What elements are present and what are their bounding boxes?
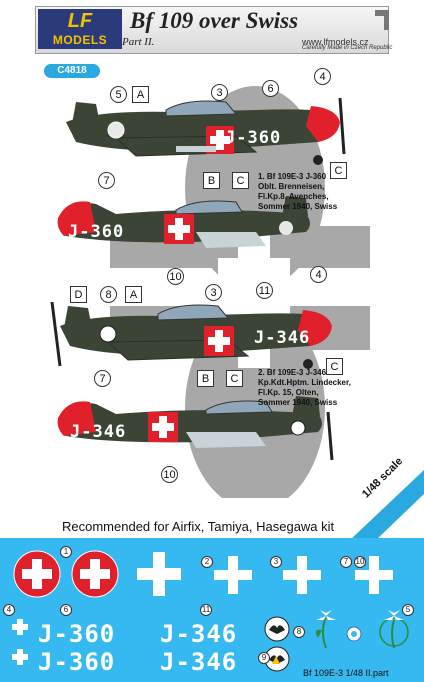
swiss-roundel-2 bbox=[71, 550, 119, 598]
website-label: www.lfmodels.cz bbox=[302, 37, 369, 47]
callout-B-2: B bbox=[197, 370, 214, 387]
catalog-number-badge: C4818 bbox=[44, 64, 100, 78]
decal-code-1: J-360 bbox=[38, 620, 116, 648]
decal-number-6: 6 bbox=[60, 604, 72, 616]
callout-6: 6 bbox=[262, 80, 279, 97]
decal-code-3: J-360 bbox=[38, 648, 116, 676]
callout-5: 5 bbox=[110, 86, 127, 103]
callout-10: 10 bbox=[167, 268, 184, 285]
decal-number-7: 7 bbox=[340, 556, 352, 568]
decal-number-10: 10 bbox=[355, 557, 365, 566]
callout-C-right: C bbox=[330, 162, 347, 179]
warning-triangle-icon bbox=[272, 656, 280, 664]
callout-3: 3 bbox=[211, 84, 228, 101]
callout-D: D bbox=[70, 286, 87, 303]
callout-10-2: 10 bbox=[161, 466, 178, 483]
callout-8: 8 bbox=[100, 286, 117, 303]
aircraft-1-line-3: Sommer 1940, Swiss bbox=[258, 202, 338, 211]
decal-number-4: 4 bbox=[3, 604, 15, 616]
decal-number-3: 3 bbox=[270, 556, 282, 568]
callout-A-2: A bbox=[125, 286, 142, 303]
white-cross-decal-1 bbox=[136, 552, 182, 596]
tagline-label: Carefully Made in Czech Republic bbox=[302, 45, 393, 51]
sheet-title: Bf 109 over Swiss bbox=[130, 8, 299, 33]
small-badge-icon bbox=[346, 626, 362, 642]
aircraft-1-code-right: J-360 bbox=[68, 222, 125, 242]
callout-A: A bbox=[132, 86, 149, 103]
bird-emblem-icon-1 bbox=[264, 616, 290, 642]
flower-emblem-icon-1 bbox=[306, 608, 346, 652]
white-cross-decal-3 bbox=[282, 556, 322, 594]
aircraft-2-line-3: Sommer 1940, Swiss bbox=[258, 398, 338, 407]
decal-number-5: 5 bbox=[402, 604, 414, 616]
callout-4: 4 bbox=[314, 68, 331, 85]
aircraft-1-line-1: Oblt. Brenneisen, bbox=[258, 182, 325, 191]
swiss-roundel-1 bbox=[13, 550, 61, 598]
callout-C: C bbox=[232, 172, 249, 189]
small-white-cross-2 bbox=[11, 649, 29, 665]
aircraft-1-code-left: J-360 bbox=[225, 128, 282, 148]
callout-7-2: 7 bbox=[94, 370, 111, 387]
part-label: Part II. bbox=[122, 36, 155, 48]
callout-C-2: C bbox=[226, 370, 243, 387]
callout-3-2: 3 bbox=[205, 284, 222, 301]
decal-number-8: 8 bbox=[293, 626, 305, 638]
small-white-cross-1 bbox=[11, 619, 29, 635]
aircraft-2-line-2: Fl.Kp. 15, Olten, bbox=[258, 388, 319, 397]
callout-4-2: 4 bbox=[310, 266, 327, 283]
lf-models-logo bbox=[38, 9, 122, 49]
decal-footer-label: Bf 109E-3 1/48 II.part bbox=[303, 668, 389, 678]
callout-B: B bbox=[203, 172, 220, 189]
logo-models-text: MODELS bbox=[52, 33, 108, 47]
decal-code-4: J-346 bbox=[160, 648, 238, 676]
callout-11: 11 bbox=[256, 282, 273, 299]
decal-number-1: 1 bbox=[60, 546, 72, 558]
recommended-kits-label: Recommended for Airfix, Tamiya, Hasegawa kit bbox=[62, 519, 335, 534]
aircraft-1-index: 1. bbox=[258, 172, 265, 181]
aircraft-2-designation: Bf 109E-3 J-346 bbox=[266, 368, 327, 377]
corner-mark-icon bbox=[375, 10, 389, 30]
scale-label: 1/48 scale bbox=[360, 455, 406, 501]
aircraft-2-line-1: Kp.Kdt.Hptm. Lindecker, bbox=[258, 378, 351, 387]
aircraft-1-left-profile bbox=[56, 92, 346, 172]
callout-C-3: C bbox=[326, 358, 343, 375]
decal-number-2: 2 bbox=[201, 556, 213, 568]
aircraft-1-line-2: Fl.Kp.8, Avenches, bbox=[258, 192, 329, 201]
aircraft-1-designation: Bf 109E-3 J-360 bbox=[266, 172, 327, 181]
decal-number-11: 11 bbox=[201, 605, 211, 614]
aircraft-2-code-left: J-346 bbox=[254, 328, 311, 348]
white-cross-decal-2 bbox=[213, 556, 253, 594]
decal-number-9: 9 bbox=[258, 652, 270, 664]
aircraft-2-code-right: J-346 bbox=[70, 422, 127, 442]
aircraft-2-index: 2. bbox=[258, 368, 265, 377]
aircraft-1-info bbox=[258, 172, 337, 212]
logo-lf-text: LF bbox=[67, 10, 93, 32]
decal-code-2: J-346 bbox=[160, 620, 238, 648]
callout-7: 7 bbox=[98, 172, 115, 189]
